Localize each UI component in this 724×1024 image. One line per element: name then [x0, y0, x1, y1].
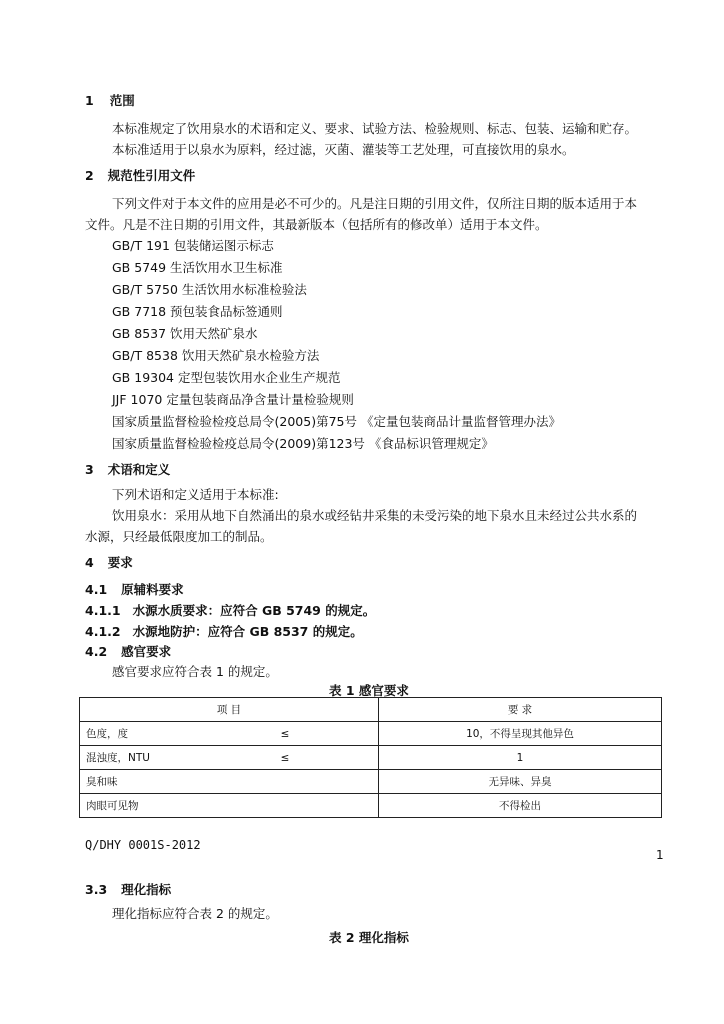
paragraph: 感官要求应符合表 1 的规定。 [112, 664, 278, 679]
cell-requirement: 10，不得呈现其他异色 [379, 722, 662, 746]
paragraph: 水源，只经最低限度加工的制品。 [85, 529, 273, 544]
header-requirement: 要 求 [379, 698, 662, 722]
reference-item: 国家质量监督检验检疫总局令(2005)第75号 《定量包装商品计量监督管理办法》 [112, 414, 561, 429]
paragraph: 本标准规定了饮用泉水的术语和定义、要求、试验方法、检验规则、标志、包装、运输和贮存。 [112, 121, 638, 136]
table-header-row [80, 698, 662, 722]
section-title: 原辅料要求 [121, 582, 184, 597]
clause-text: 水源水质要求：应符合 GB 5749 的规定。 [132, 603, 376, 618]
reference-item: GB/T 191 包装储运图示标志 [112, 238, 274, 253]
section-number: 2 [85, 168, 94, 183]
section-title: 要求 [107, 555, 133, 570]
subsection-4-2-heading [85, 642, 171, 660]
header-item: 项 目 [80, 698, 379, 722]
table-1-caption: 表 1 感官要求 [329, 683, 409, 698]
section-number: 3 [85, 462, 94, 477]
paragraph: 文件。凡是不注日期的引用文件，其最新版本（包括所有的修改单）适用于本文件。 [85, 217, 548, 232]
table-row [80, 746, 662, 770]
table-row [80, 770, 662, 794]
section-number: 3.3 [85, 882, 108, 897]
cell-item: 肉眼可见物 [80, 794, 275, 818]
cell-operator: ≤ [275, 722, 379, 746]
section-1-heading [85, 91, 135, 109]
cell-operator [275, 770, 379, 794]
subsection-3-3-heading [85, 880, 171, 898]
section-2-heading [85, 166, 195, 184]
clause-text: 水源地防护：应符合 GB 8537 的规定。 [132, 624, 363, 639]
cell-requirement: 无异味、异臭 [379, 770, 662, 794]
section-number: 4 [85, 555, 94, 570]
cell-operator: ≤ [275, 746, 379, 770]
cell-requirement: 不得检出 [379, 794, 662, 818]
reference-item: GB 19304 定型包装饮用水企业生产规范 [112, 370, 341, 385]
section-number: 4.2 [85, 644, 108, 659]
section-title: 理化指标 [121, 882, 172, 897]
section-number: 4.1.2 [85, 624, 121, 639]
table-row [80, 722, 662, 746]
reference-item: 国家质量监督检验检疫总局令(2009)第123号 《食品标识管理规定》 [112, 436, 494, 451]
section-title: 术语和定义 [107, 462, 171, 477]
clause-4-1-2 [85, 622, 363, 640]
table-row [80, 794, 662, 818]
reference-item: GB/T 5750 生活饮用水标准检验法 [112, 282, 307, 297]
section-number: 1 [85, 93, 94, 108]
section-title: 规范性引用文件 [107, 168, 196, 183]
paragraph: 下列文件对于本文件的应用是必不可少的。凡是注日期的引用文件，仅所注日期的版本适用于本 [112, 196, 638, 211]
cell-item: 臭和味 [80, 770, 275, 794]
section-title: 感官要求 [121, 644, 172, 659]
section-title: 范围 [109, 93, 135, 108]
table-1 [79, 697, 662, 818]
section-number: 4.1 [85, 582, 108, 597]
cell-item: 混浊度，NTU [80, 746, 275, 770]
reference-item: GB 8537 饮用天然矿泉水 [112, 326, 258, 341]
cell-item: 色度，度 [80, 722, 275, 746]
paragraph: 下列术语和定义适用于本标准: [112, 487, 279, 502]
page-number: 1 [656, 848, 664, 862]
table-2-caption: 表 2 理化指标 [329, 930, 409, 945]
subsection-4-1-heading [85, 580, 184, 598]
cell-requirement: 1 [379, 746, 662, 770]
document-code: Q/DHY 0001S-2012 [85, 838, 201, 852]
paragraph: 饮用泉水：采用从地下自然涌出的泉水或经钻井采集的未受污染的地下泉水且未经过公共水系的 [112, 508, 638, 523]
reference-item: GB 7718 预包装食品标签通则 [112, 304, 283, 319]
paragraph: 本标准适用于以泉水为原料，经过滤，灭菌、灌装等工艺处理，可直接饮用的泉水。 [112, 142, 575, 157]
paragraph: 理化指标应符合表 2 的规定。 [112, 906, 278, 921]
reference-item: JJF 1070 定量包装商品净含量计量检验规则 [112, 392, 354, 407]
section-3-heading [85, 460, 170, 478]
cell-operator [275, 794, 379, 818]
section-4-heading [85, 553, 133, 571]
clause-4-1-1 [85, 601, 375, 619]
section-number: 4.1.1 [85, 603, 121, 618]
reference-item: GB 5749 生活饮用水卫生标准 [112, 260, 283, 275]
reference-item: GB/T 8538 饮用天然矿泉水检验方法 [112, 348, 320, 363]
